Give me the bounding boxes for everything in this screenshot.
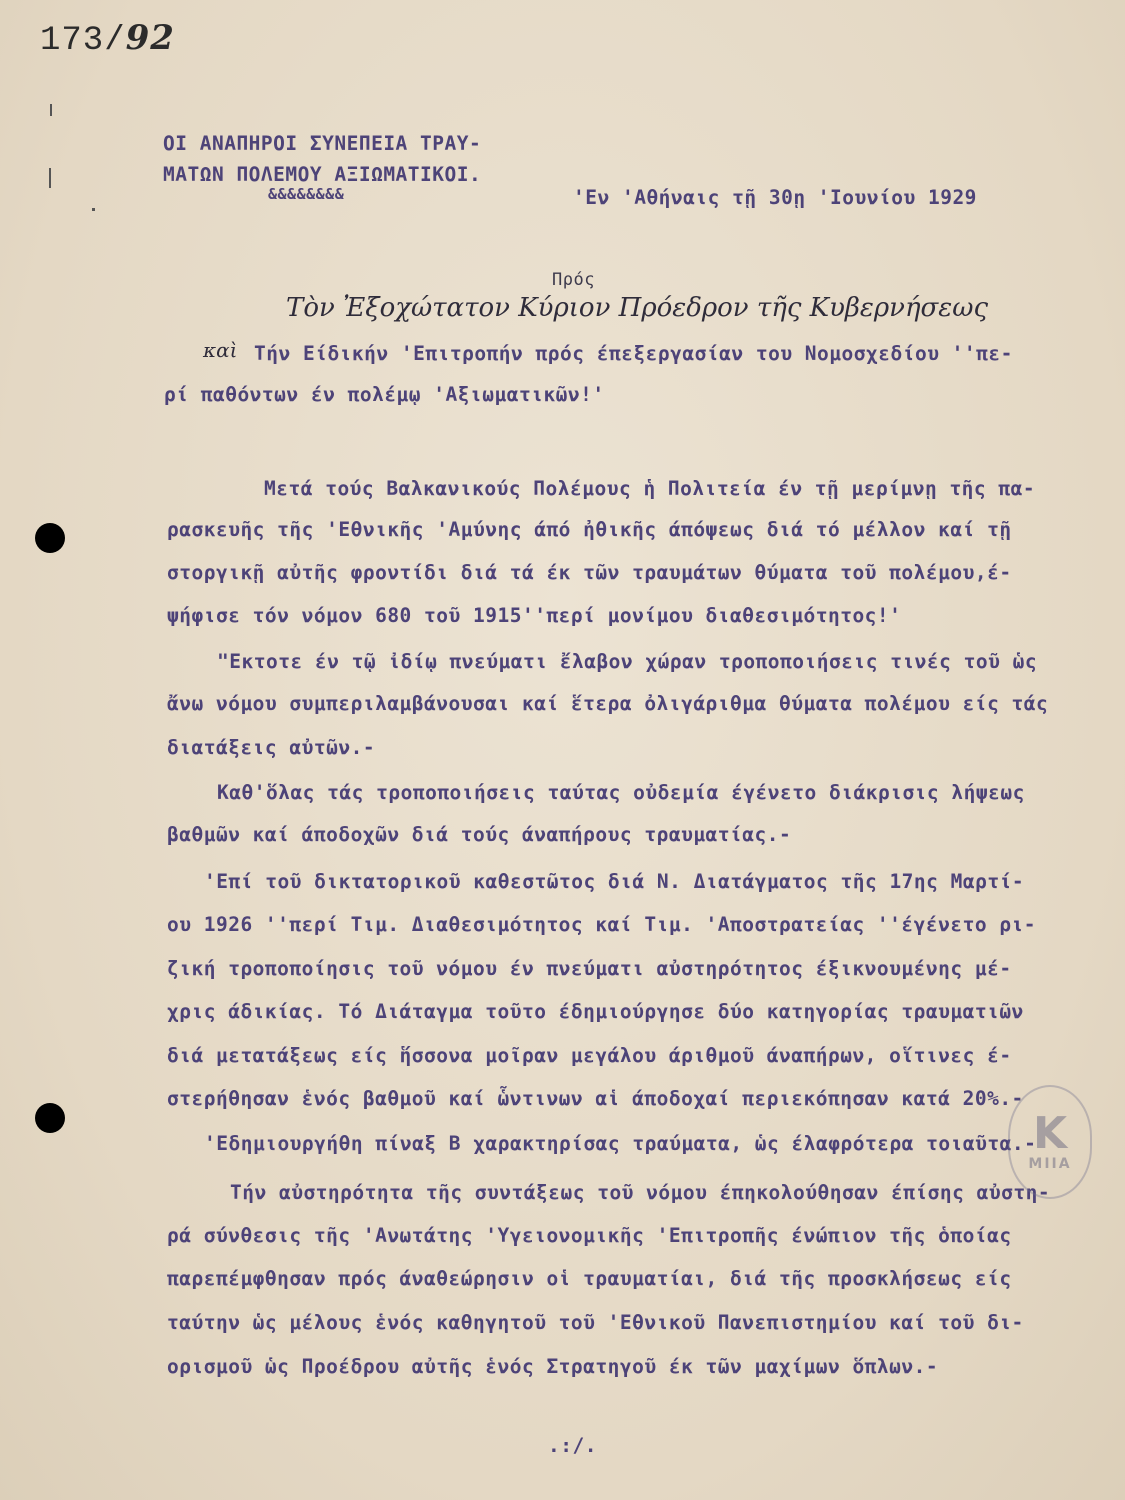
body-line: Καθ'ὅλας τάς τροποποιήσεις ταύτας οὐδεμία έγένετο διάκρισις λήψεως: [217, 781, 1025, 804]
margin-mark-2: [49, 168, 51, 188]
archive-stamp: [1008, 1085, 1092, 1199]
margin-mark-1: [50, 104, 52, 116]
continuation-mark: .:/.: [548, 1434, 597, 1457]
body-line: διά μετατάξεως είς ἥσσονα μοῖραν μεγάλου άριθμοῦ άναπήρων, οἵτινες έ-: [167, 1044, 1012, 1067]
body-line: ψήφισε τόν νόμον 680 τοῦ 1915''περί μονίμου διαθεσιμότητος!': [167, 604, 902, 627]
addressee-pros: Πρός: [552, 270, 595, 290]
reference-handwritten: 92: [125, 18, 175, 58]
stamp-text: ΜΙΙΑ: [1028, 1156, 1072, 1172]
body-line: ρασκευῆς τῆς 'Εθνικῆς 'Αμύνης άπό ἠθικῆς άπόψεως διά τό μέλλον καί τῇ: [167, 518, 1012, 541]
header-ornament: &&&&&&&&: [268, 185, 345, 203]
addressee-handwritten: Τὸν Ἐξοχώτατον Κύριον Πρόεδρον τῆς Κυβερνήσεως: [286, 293, 989, 323]
addressee-handwritten-prefix: καὶ: [203, 338, 238, 362]
body-line: ἄνω νόμου συμπεριλαμβάνουσαι καί ἕτερα ὀλιγάριθμα θύματα πολέμου είς τάς: [167, 692, 1049, 715]
body-line: στερήθησαν ἑνός βαθμοῦ καί ὧντινων αἱ άποδοχαί περιεκόπησαν κατά 20%.-: [167, 1087, 1024, 1110]
body-line: στοργικῇ αὐτῆς φροντίδι διά τά έκ τῶν τραυμάτων θύματα τοῦ πολέμου,έ-: [167, 561, 1012, 584]
body-line: παρεπέμφθησαν πρός άναθεώρησιν οἱ τραυματίαι, διά τῆς προσκλήσεως είς: [167, 1267, 1012, 1290]
body-line: Τήν αὐστηρότητα τῆς συντάξεως τοῦ νόμου έπηκολούθησαν έπίσης αὐστη-: [230, 1181, 1051, 1204]
stamp-letter: K: [1032, 1108, 1068, 1159]
archive-reference: [40, 18, 175, 60]
reference-number: 173/: [40, 22, 126, 60]
letter-date: 'Εν 'Αθήναις τῇ 30ῃ 'Ιουνίου 1929: [573, 186, 977, 209]
body-line: 'Εδημιουργήθη πίναξ Β χαρακτηρίσας τραύματα, ὡς έλαφρότερα τοιαῦτα.-: [204, 1132, 1037, 1155]
body-line: Μετά τούς Βαλκανικούς Πολέμους ἡ Πολιτεία έν τῇ μερίμνῃ τῆς πα-: [264, 477, 1036, 500]
body-line: ρά σύνθεσις τῆς 'Ανωτάτης 'Υγειονομικῆς 'Επιτροπῆς ένώπιον τῆς ὁποίας: [167, 1224, 1012, 1247]
body-line: διατάξεις αὐτῶν.-: [167, 736, 376, 759]
addressee-line-2: ρί παθόντων έν πολέμῳ 'Αξιωματικῶν!': [164, 383, 605, 406]
body-line: 'Επί τοῦ δικτατορικοῦ καθεστῶτος διά Ν. Διατάγματος τῆς 17ης Μαρτί-: [204, 870, 1025, 893]
body-line: "Εκτοτε έν τῷ ἰδίῳ πνεύματι ἔλαβον χώραν τροποποιήσεις τινές τοῦ ὡς: [217, 650, 1038, 673]
body-line: ου 1926 ''περί Τιμ. Διαθεσιμότητος καί Τιμ. 'Αποστρατείας ''έγένετο ρι-: [167, 913, 1037, 936]
org-line-1: ΟΙ ΑΝΑΠΗΡΟΙ ΣΥΝΕΠΕΙΑ ΤΡΑΥ-: [163, 132, 482, 155]
punch-hole-top: [35, 523, 65, 553]
org-line-2: ΜΑΤΩΝ ΠΟΛΕΜΟΥ ΑΞΙΩΜΑΤΙΚΟΙ.: [163, 163, 482, 186]
body-line: βαθμῶν καί άποδοχῶν διά τούς άναπήρους τραυματίας.-: [167, 823, 792, 846]
body-line: ταύτην ὡς μέλους ἑνός καθηγητοῦ τοῦ 'Εθνικοῦ Πανεπιστημίου καί τοῦ δι-: [167, 1311, 1024, 1334]
addressee-line-1: Τήν Είδικήν 'Επιτροπήν πρός έπεξεργασίαν του Νομοσχεδίου ''πε-: [254, 342, 1013, 365]
body-line: ζική τροποποίησις τοῦ νόμου έν πνεύματι αὐστηρότητος έξικνουμένης μέ-: [167, 957, 1012, 980]
margin-mark-3: [92, 208, 95, 211]
punch-hole-bottom: [35, 1103, 65, 1133]
body-line: χρις άδικίας. Τό Διάταγμα τοῦτο έδημιούργησε δύο κατηγορίας τραυματιῶν: [167, 1000, 1024, 1023]
body-line: ορισμοῦ ὡς Προέδρου αὐτῆς ἑνός Στρατηγοῦ έκ τῶν μαχίμων ὅπλων.-: [167, 1355, 939, 1378]
